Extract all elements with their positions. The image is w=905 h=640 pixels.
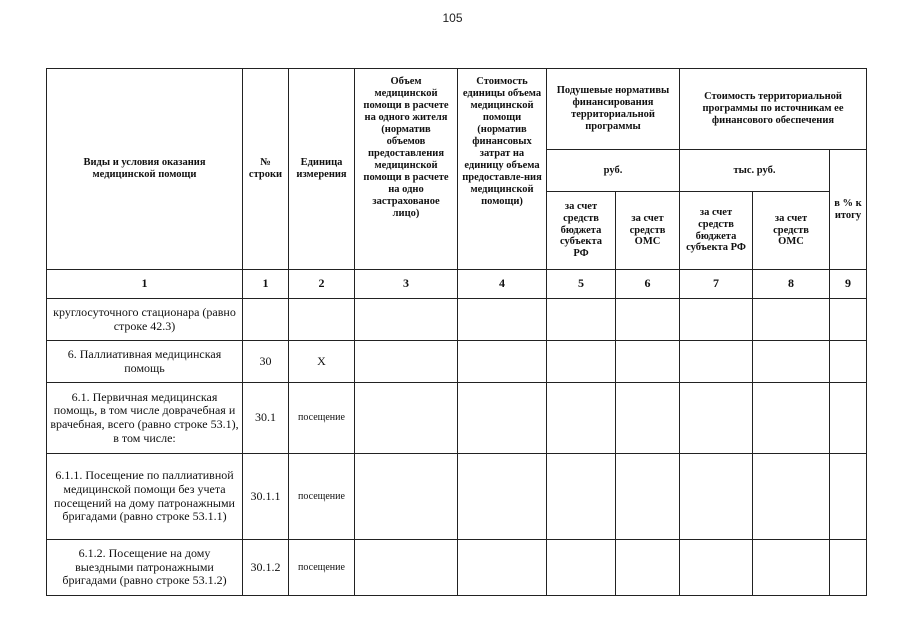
col-number-9: 9 <box>830 270 867 299</box>
row-name: 6.1.2. Посещение на дому выездными патронажными бригадами (равно строке 53.1.2) <box>46 540 243 596</box>
header-sub-budget-rf: за счет средств бюджета субъекта РФ <box>547 192 616 270</box>
row-name: 6.1.1. Посещение по паллиативной медицинской помощи без учета посещений на дому патронажными бригадами (равно строке 53.1.1) <box>46 454 243 540</box>
row-number: 30.1.1 <box>243 454 289 540</box>
row-cell <box>547 454 616 540</box>
row-cell <box>547 341 616 383</box>
row-cell <box>458 383 547 454</box>
row-cell <box>458 540 547 596</box>
row-cell <box>616 454 680 540</box>
row-cell <box>830 454 867 540</box>
header-sub-oms2: за счет средств ОМС <box>753 192 830 270</box>
header-vidy: Виды и условия оказания медицинской помощи <box>46 68 243 270</box>
row-cell <box>680 341 753 383</box>
header-obem: Объем медицинской помощи в расчете на одного жителя (норматив объемов предоставления медицинской помощи в расчете на одно застрахованое лицо) <box>355 68 458 270</box>
row-cell <box>830 341 867 383</box>
row-cell <box>355 383 458 454</box>
row-number <box>243 299 289 341</box>
col-number-6: 6 <box>616 270 680 299</box>
row-name: 6. Паллиативная медицинская помощь <box>46 341 243 383</box>
row-cell <box>355 454 458 540</box>
row-cell <box>753 383 830 454</box>
row-cell <box>830 540 867 596</box>
row-cell <box>680 540 753 596</box>
col-number-1: 1 <box>46 270 243 299</box>
header-stoimost: Стоимость единицы объема медицинской помощи (норматив финансовых затрат на единицу объема предоставле-ния медицинской помощи) <box>458 68 547 270</box>
col-number-4: 4 <box>458 270 547 299</box>
header-sub-oms: за счет средств ОМС <box>616 192 680 270</box>
row-number: 30.1 <box>243 383 289 454</box>
row-cell <box>680 299 753 341</box>
header-unit-tys-rub: тыс. руб. <box>680 150 830 192</box>
col-number-7: 7 <box>680 270 753 299</box>
row-unit: Х <box>289 341 355 383</box>
col-number-8: 8 <box>753 270 830 299</box>
row-cell <box>547 540 616 596</box>
row-cell <box>830 299 867 341</box>
row-cell <box>753 341 830 383</box>
col-number-5: 5 <box>547 270 616 299</box>
row-unit <box>289 299 355 341</box>
row-cell <box>616 341 680 383</box>
row-cell <box>680 383 753 454</box>
col-number-2: 2 <box>289 270 355 299</box>
page-number: 105 <box>442 11 463 25</box>
header-nomer: № строки <box>243 68 289 270</box>
header-sub-budget-rf2: за счет средств бюджета субъекта РФ <box>680 192 753 270</box>
row-cell <box>458 341 547 383</box>
row-cell <box>458 454 547 540</box>
row-number: 30.1.2 <box>243 540 289 596</box>
header-edinica: Единица измерения <box>289 68 355 270</box>
row-cell <box>753 540 830 596</box>
row-cell <box>355 299 458 341</box>
col-number-3: 3 <box>355 270 458 299</box>
row-name: круглосуточного стационара (равно строке 42.3) <box>46 299 243 341</box>
row-cell <box>830 383 867 454</box>
col-number-1: 1 <box>243 270 289 299</box>
header-percent: в % к итогу <box>830 150 867 270</box>
row-cell <box>547 299 616 341</box>
row-cell <box>616 540 680 596</box>
row-cell <box>753 299 830 341</box>
row-unit: посещение <box>289 383 355 454</box>
row-cell <box>355 540 458 596</box>
row-unit: посещение <box>289 540 355 596</box>
row-cell <box>458 299 547 341</box>
header-podush-group: Подушевые нормативы финансирования территориальной программы <box>547 68 680 150</box>
row-cell <box>753 454 830 540</box>
row-cell <box>547 383 616 454</box>
row-number: 30 <box>243 341 289 383</box>
row-cell <box>616 299 680 341</box>
row-name: 6.1. Первичная медицинская помощь, в том числе доврачебная и врачебная, всего (равно строке 53.1), в том числе: <box>46 383 243 454</box>
row-cell <box>616 383 680 454</box>
row-cell <box>680 454 753 540</box>
header-stoim-prog-group: Стоимость территориальной программы по источникам ее финансового обеспечения <box>680 68 867 150</box>
row-unit: посещение <box>289 454 355 540</box>
row-cell <box>355 341 458 383</box>
header-unit-rub: руб. <box>547 150 680 192</box>
